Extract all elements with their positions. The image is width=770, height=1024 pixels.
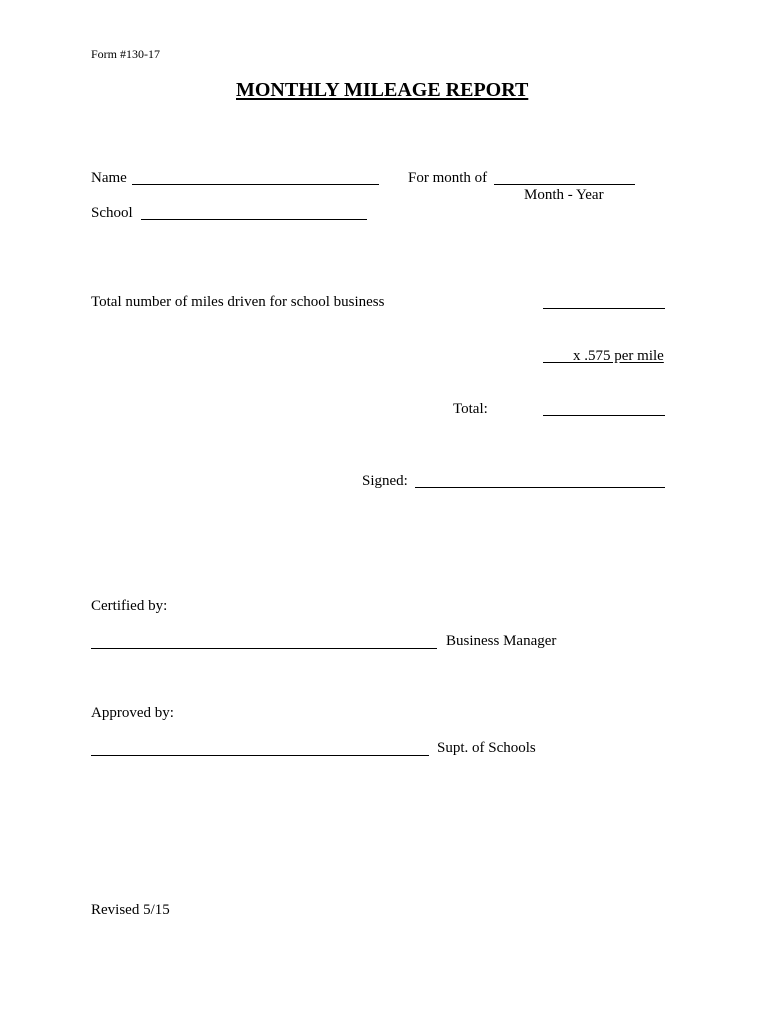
certified-label: Certified by: bbox=[91, 598, 168, 614]
approved-label: Approved by: bbox=[91, 705, 174, 721]
rate-blank[interactable] bbox=[543, 362, 573, 363]
business-manager-role: Business Manager bbox=[446, 633, 557, 649]
month-label: For month of bbox=[408, 170, 488, 186]
total-label: Total: bbox=[453, 401, 488, 417]
name-label: Name bbox=[91, 170, 127, 186]
school-field[interactable] bbox=[141, 219, 367, 220]
business-manager-signature-field[interactable] bbox=[91, 648, 437, 649]
superintendent-signature-field[interactable] bbox=[91, 755, 429, 756]
miles-label: Total number of miles driven for school business bbox=[91, 294, 385, 310]
month-field[interactable] bbox=[494, 184, 635, 185]
page-title: MONTHLY MILEAGE REPORT bbox=[236, 79, 529, 101]
school-label: School bbox=[91, 205, 133, 221]
total-field[interactable] bbox=[543, 415, 665, 416]
miles-field[interactable] bbox=[543, 308, 665, 309]
signature-field[interactable] bbox=[415, 487, 665, 488]
rate-text: x .575 per mile bbox=[573, 348, 664, 364]
form-number: Form #130-17 bbox=[91, 47, 160, 61]
month-hint: Month - Year bbox=[524, 187, 604, 203]
revised-note: Revised 5/15 bbox=[91, 902, 170, 918]
signed-label: Signed: bbox=[362, 473, 408, 489]
superintendent-role: Supt. of Schools bbox=[437, 740, 536, 756]
name-field[interactable] bbox=[132, 184, 379, 185]
